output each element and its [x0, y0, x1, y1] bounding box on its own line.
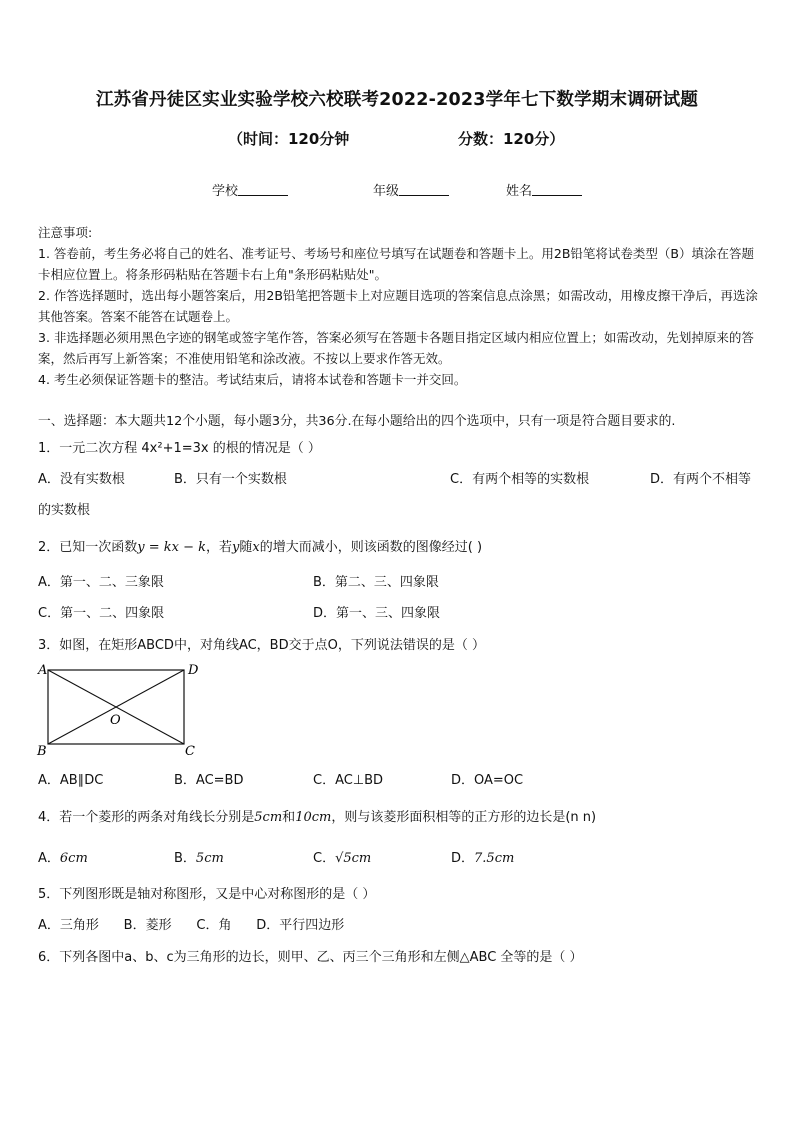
q4-value-1: 5cm — [254, 810, 283, 825]
q4-option-c-label: C． — [313, 851, 336, 866]
school-blank — [238, 183, 288, 196]
grade-blank — [399, 183, 449, 196]
q4-stem-pre: 4．若一个菱形的两条对角线长分别是 — [38, 810, 255, 825]
school-field — [212, 180, 288, 199]
q4-blank: n n — [570, 810, 592, 825]
note-item-3: 3. 非选择题必须用黑色字迹的钢笔或签字笔作答，答案必须写在答题卡各题目指定区域内相应位置上；如需改动，先划掉原来的答案，然后再写上新答案；不准使用铅笔和涂改液。不按以上要求作答无效。 — [38, 330, 754, 366]
vertex-label-d: D — [188, 663, 199, 678]
q2-option-c: C．第一、二、四象限 — [38, 606, 165, 621]
q5-options: A．三角形 B．菱形 C．角 D．平行四边形 — [38, 918, 345, 933]
grade-field — [373, 180, 449, 199]
q1-option-a: A．没有实数根 — [38, 472, 125, 487]
note-item-1: 1. 答卷前，考生务必将自己的姓名、准考证号、考场号和座位号填写在试题卷和答题卡上。用2B铅笔将试卷类型（B）填涂在答题卡相应位置上。将条形码粘贴在答题卡右上角"条形码粘贴处"。 — [38, 246, 755, 282]
q4-stem-mid: 和 — [282, 810, 296, 825]
q4-option-c-value: √5cm — [335, 851, 372, 866]
q4-option-c — [313, 847, 371, 866]
q1-option-d-continued: 的实数根 — [38, 503, 91, 518]
q3-option-a: A．AB∥DC — [38, 773, 104, 788]
q4-option-b-value: 5cm — [195, 851, 224, 866]
exam-time: （时间：120分钟 — [228, 130, 350, 148]
q4-value-2: 10cm — [295, 810, 332, 825]
q2-option-d: D．第一、三、四象限 — [313, 606, 441, 621]
q4-close: ) — [591, 810, 597, 825]
question-5-stem: 5．下列图形既是轴对称图形，又是中心对称图形的是（ ） — [38, 887, 376, 902]
q1-option-b: B．只有一个实数根 — [174, 472, 287, 487]
q3-option-d: D．OA=OC — [451, 773, 524, 788]
grade-label: 年级 — [373, 184, 400, 199]
q2-function: y = kx − k — [137, 540, 207, 555]
q3-option-c: C．AC⊥BD — [313, 773, 384, 788]
school-label: 学校 — [212, 184, 239, 199]
q4-option-a — [38, 847, 88, 866]
name-field — [506, 180, 582, 199]
q4-option-d — [451, 847, 514, 866]
q3-option-b: B．AC=BD — [174, 773, 244, 788]
note-item-2: 2. 作答选择题时，选出每小题答案后，用2B铅笔把答题卡上对应题目选项的答案信息点涂黑；如需改动，用橡皮擦干净后，再选涂其他答案。答案不能答在试题卷上。 — [38, 288, 758, 324]
q1-option-c: C．有两个相等的实数根 — [450, 472, 590, 487]
q2-var-x: x — [252, 540, 260, 555]
q2-stem-mid: ，若 — [206, 540, 233, 555]
q2-stem-mid2: 随 — [239, 540, 253, 555]
q2-var-y: y — [232, 540, 240, 555]
q2-stem-post: 的增大而减小，则该函数的图像经过( ) — [259, 540, 483, 555]
q1-option-d: D．有两个不相等 — [650, 472, 752, 487]
q4-option-d-label: D． — [451, 851, 475, 866]
question-3-stem: 3．如图，在矩形ABCD中，对角线AC，BD交于点O，下列说法错误的是（ ） — [38, 638, 485, 653]
exam-score: 分数：120分） — [458, 130, 565, 148]
q4-option-b-label: B． — [174, 851, 196, 866]
name-label: 姓名 — [506, 184, 533, 199]
q4-stem-post: ，则与该菱形面积相等的正方形的边长是( — [331, 810, 571, 825]
center-label-o: O — [110, 713, 121, 728]
q2-option-a: A．第一、二、三象限 — [38, 575, 164, 590]
note-item-4: 4. 考生必须保证答题卡的整洁。考试结束后，请将本试卷和答题卡一并交回。 — [38, 372, 467, 387]
page-title: 江苏省丹徒区实业实验学校六校联考2022-2023学年七下数学期末调研试题 — [95, 90, 699, 110]
notes-section — [38, 222, 760, 390]
q2-option-b: B．第二、三、四象限 — [313, 575, 439, 590]
q2-stem-pre: 2．已知一次函数 — [38, 540, 138, 555]
question-1-stem: 1．一元二次方程 4x²+1=3x 的根的情况是（ ） — [38, 441, 321, 456]
vertex-label-a: A — [38, 663, 48, 678]
notes-heading: 注意事项: — [38, 225, 93, 240]
q4-option-b — [174, 847, 224, 866]
q4-option-a-label: A． — [38, 851, 60, 866]
question-4-stem — [38, 806, 596, 825]
rectangle-figure — [30, 658, 210, 760]
section-heading: 一、选择题：本大题共12个小题，每小题3分，共36分.在每小题给出的四个选项中，只有一项是符合题目要求的. — [38, 414, 676, 429]
q4-option-d-value: 7.5cm — [474, 851, 515, 866]
vertex-label-b: B — [37, 744, 47, 759]
question-6-stem: 6．下列各图中a、b、c为三角形的边长，则甲、乙、丙三个三角形和左侧△ABC 全等的是（ ） — [38, 950, 583, 965]
question-2-stem — [38, 536, 482, 555]
q4-option-a-value: 6cm — [59, 851, 88, 866]
name-blank — [532, 183, 582, 196]
vertex-label-c: C — [185, 744, 195, 759]
